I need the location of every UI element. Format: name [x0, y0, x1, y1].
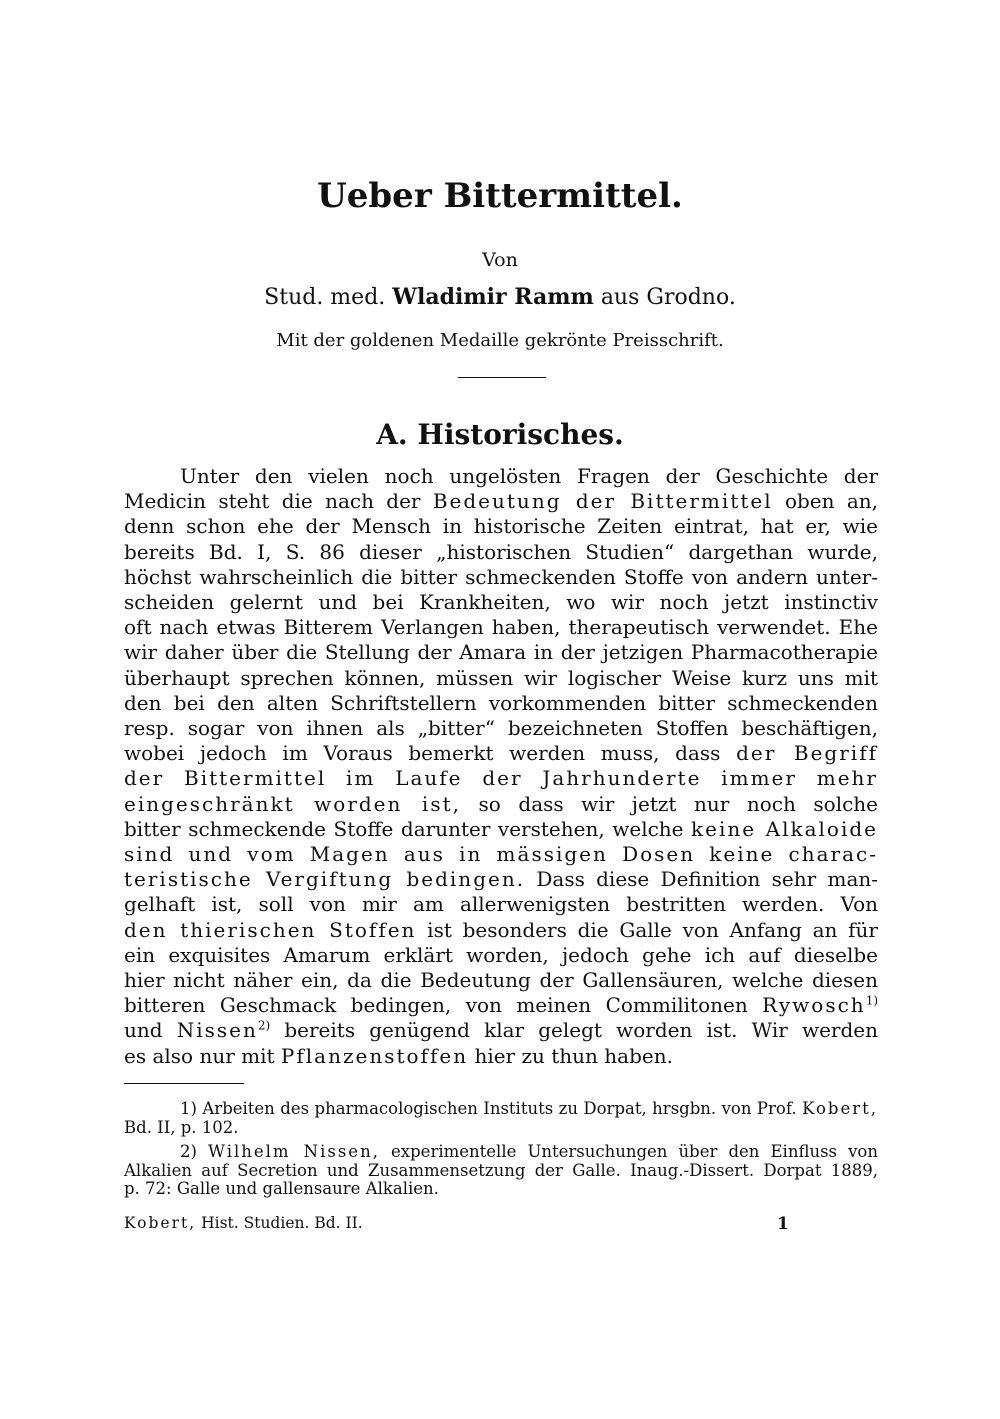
body-line: bereits Bd. I, S. 86 dieser „historischen Studien“ dargethan wurde,	[124, 539, 878, 564]
body-line: und Nissen$^{2)}$ bereits genügend klar gelegt worden ist. Wir werden	[124, 1018, 879, 1043]
footnote-2: 2) Wilhelm Nissen, experimentelle Untersuchungen über den Einfluss von	[180, 1142, 878, 1161]
title-divider	[458, 377, 546, 378]
body-line: Unter den vielen noch ungelösten Fragen der Geschichte der	[180, 464, 878, 488]
body-line: bitteren Geschmack bedingen, von meinen Commilitonen Rywosch$^{1)}$	[124, 993, 879, 1018]
body-line: es also nur mit Pflanzenstoffen hier zu thun haben.	[124, 1043, 673, 1068]
body-line: gelhaft ist, soll von mir am allerwenigsten bestritten werden. Von	[124, 892, 878, 917]
byline-von: Von	[482, 249, 518, 271]
body-line: scheiden gelernt und bei Krankheiten, wo wir noch jetzt instinctiv	[124, 590, 878, 615]
body-line: oft nach etwas Bitterem Verlangen haben, therapeutisch verwendet. Ehe	[124, 615, 878, 640]
body-line: sind und vom Magen aus in mässigen Dosen keine charac-	[124, 842, 878, 867]
author-prefix: Stud. med.	[264, 285, 386, 310]
body-line: Medicin steht die nach der Bedeutung der Bittermittel oben an,	[124, 489, 878, 514]
body-line: bitter schmeckende Stoffe darunter verstehen, welche keine Alkaloide	[124, 816, 878, 841]
body-line: resp. sogar von ihnen als „bitter“ bezeichneten Stoffen beschäftigen,	[124, 716, 878, 741]
body-line: teristische Vergiftung bedingen. Dass diese Definition sehr man-	[124, 867, 879, 892]
body-text	[124, 464, 878, 1069]
page-number: 1	[777, 1214, 789, 1234]
body-line: denn schon ehe der Mensch in historische Zeiten eintrat, hat er, wie	[124, 514, 878, 539]
section-heading: A. Historisches.	[376, 418, 624, 451]
author-line	[0, 284, 1000, 310]
footnotes	[124, 1100, 878, 1199]
author-name: Wladimir Ramm	[392, 284, 594, 310]
article-title: Ueber Bittermittel.	[317, 176, 683, 216]
body-line: höchst wahrscheinlich die bitter schmeckenden Stoffe von andern unter-	[124, 564, 878, 589]
footnote-ref: 1)	[865, 993, 879, 1008]
body-line: wir daher über die Stellung der Amara in der jetzigen Pharmacotherapie	[124, 640, 878, 665]
prize-note: Mit der goldenen Medaille gekrönte Preisschrift.	[276, 330, 724, 351]
body-line: der Bittermittel im Laufe der Jahrhunderte immer mehr	[124, 766, 878, 791]
footnote-1: 1) Arbeiten des pharmacologischen Instituts zu Dorpat, hrsgbn. von Prof. Kobert,	[180, 1099, 878, 1118]
footnote-2-end: p. 72: Galle und gallensaure Alkalien.	[124, 1179, 439, 1198]
footnote-1-cont: Bd. II, p. 102.	[124, 1117, 239, 1137]
body-line: eingeschränkt worden ist, so dass wir jetzt nur noch solche	[124, 791, 879, 816]
author-suffix: aus Grodno.	[600, 285, 736, 310]
body-line: wobei jedoch im Voraus bemerkt werden muss, dass der Begriff	[124, 741, 878, 766]
footnote-2-cont: Alkalien auf Secretion und Zusammensetzung der Galle. Inaug.-Dissert. Dorpat 1889,	[124, 1160, 878, 1180]
body-line: den bei den alten Schriftstellern vorkommenden bitter schmeckenden	[124, 690, 878, 715]
body-line: überhaupt sprechen können, müssen wir logischer Weise kurz uns mit	[124, 665, 878, 690]
footnote-ref: 2)	[257, 1018, 271, 1033]
source-reference: Kobert, Hist. Studien. Bd. II.	[124, 1214, 363, 1232]
footnote-divider	[124, 1083, 244, 1084]
body-line: hier nicht näher ein, da die Bedeutung der Gallensäuren, welche diesen	[124, 968, 878, 993]
body-line: ein exquisites Amarum erklärt worden, jedoch gehe ich auf dieselbe	[124, 942, 878, 967]
body-line: den thierischen Stoffen ist besonders die Galle von Anfang an für	[124, 917, 878, 942]
